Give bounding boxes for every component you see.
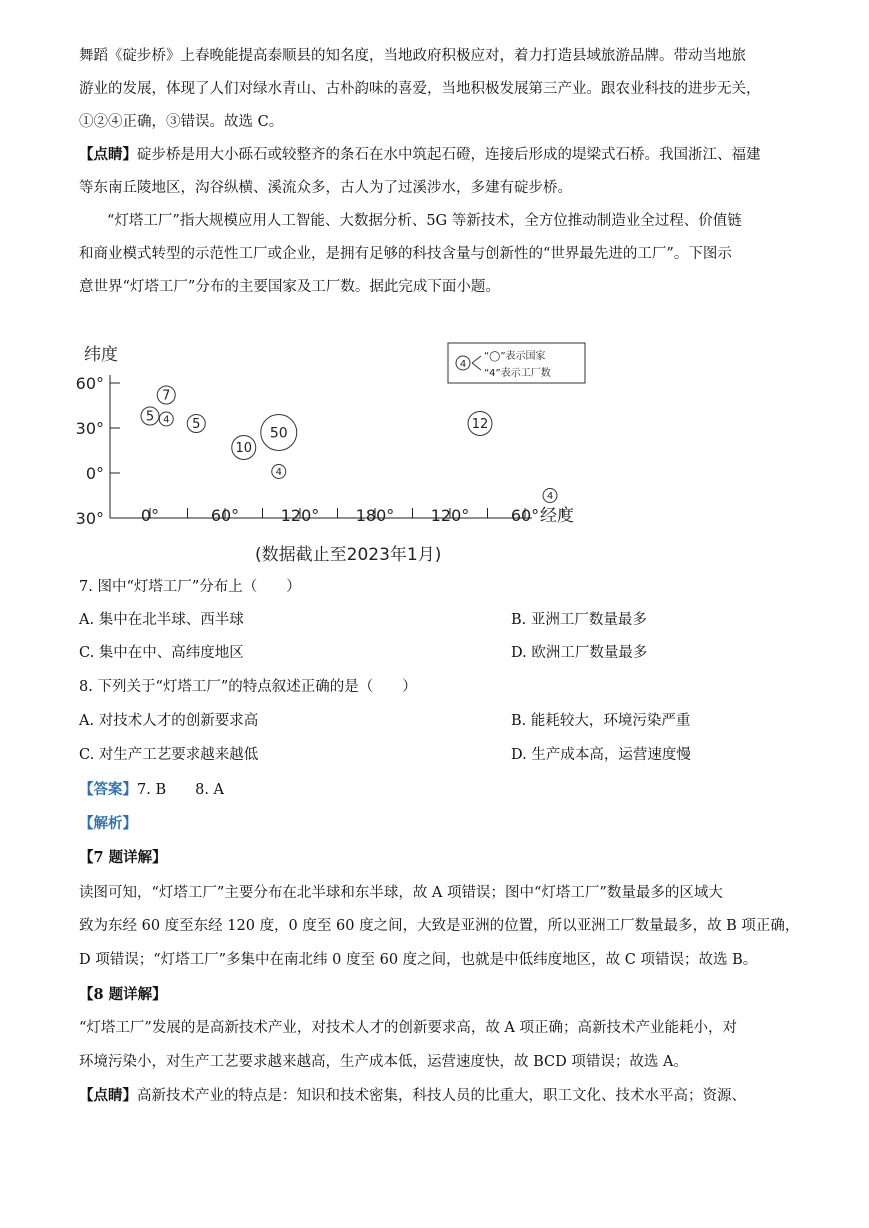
chart-caption: (数据截止至2023年1月)	[255, 545, 442, 565]
q7-detail-line: 致为东经 60 度至东经 120 度，0 度至 60 度之间，大致是亚洲的位置，所以亚洲工厂数量最多，故 B 项正确，	[79, 918, 800, 934]
q8-option-row	[79, 711, 691, 731]
q7-option-row	[79, 610, 647, 630]
factory-count-label: 5	[145, 409, 155, 425]
q7-option-d: D. 欧洲工厂数量最多	[511, 645, 648, 661]
q7-stem: 7. 图中“灯塔工厂”分布上（ ）	[79, 579, 301, 595]
paragraph-line: “灯塔工厂”指大规模应用人工智能、大数据分析、5G 等新技术，全方位推动制造业全过程、价值链	[107, 213, 742, 229]
factory-count-label: 50	[269, 425, 288, 442]
x-tick-label: 180°	[355, 506, 395, 525]
factory-count-label: 7	[162, 388, 171, 404]
x-tick-label: 0°	[140, 506, 160, 525]
x-axis-label: 经度	[540, 506, 574, 526]
legend-line1: “◯”表示国家	[484, 351, 546, 362]
x-tick-label: 120°	[430, 506, 470, 525]
q7-detail-label: 【7 题详解】	[79, 849, 167, 866]
x-tick-label: 60°	[210, 506, 240, 525]
answer-label: 【答案】	[79, 781, 137, 798]
q8-option-c: C. 对生产工艺要求越来越低	[79, 747, 259, 763]
tip-text: 碇步桥是用大小砾石或较整齐的条石在水中筑起石磴，连接后形成的堤梁式石桥。我国浙江、福建	[137, 147, 761, 163]
analysis-label: 【解析】	[79, 815, 137, 832]
paragraph-line: 等东南丘陵地区，沟谷纵横、溪流众多，古人为了过溪涉水，多建有碇步桥。	[79, 180, 572, 196]
q8-detail-line: 环境污染小，对生产工艺要求越来越高，生产成本低，运营速度快，故 BCD 项错误；故选 A。	[79, 1054, 688, 1070]
answer-line	[79, 780, 224, 800]
q8-option-d: D. 生产成本高，运营速度慢	[511, 747, 691, 763]
paragraph-line: 和商业模式转型的示范性工厂或企业，是拥有足够的科技含量与创新性的“世界最先进的工厂”。下图示	[79, 246, 732, 262]
factory-count-label: 10	[235, 441, 253, 457]
q7-detail-line: 读图可知，“灯塔工厂”主要分布在北半球和东半球，故 A 项错误；图中“灯塔工厂”数量最多的区域大	[79, 885, 723, 901]
factory-count-label: 5	[192, 417, 201, 433]
y-axis-label: 纬度	[84, 345, 118, 365]
y-tick-label: 30°	[75, 419, 104, 438]
tip-paragraph	[79, 145, 761, 165]
paragraph-line: 意世界“灯塔工厂”分布的主要国家及工厂数。据此完成下面小题。	[79, 279, 500, 295]
q8-detail-line: “灯塔工厂”发展的是高新技术产业，对技术人才的创新要求高，故 A 项正确；高新技术产业能耗小，对	[79, 1020, 738, 1036]
q7-option-c: C. 集中在中、高纬度地区	[79, 645, 244, 661]
paragraph-line: ①②④正确，③错误。故选 C。	[79, 114, 284, 130]
paragraph-line: 游业的发展，体现了人们对绿水青山、古朴韵味的喜爱，当地积极发展第三产业。跟农业科技的进步无关，	[79, 81, 761, 97]
lighthouse-factory-chart	[70, 338, 590, 573]
legend-sample-value: 4	[459, 359, 467, 370]
x-tick-label: 60°	[510, 506, 540, 525]
final-tip-label: 【点睛】	[79, 1087, 137, 1104]
q8-option-a: A. 对技术人才的创新要求高	[79, 713, 259, 729]
answer-text: 7. B 8. A	[137, 782, 225, 798]
factory-count-label: 4	[163, 414, 170, 426]
y-tick-label: 60°	[75, 374, 104, 393]
q7-option-row	[79, 643, 648, 663]
tip-label: 【点睛】	[79, 146, 137, 163]
legend	[448, 343, 585, 383]
y-tick-label: 0°	[85, 464, 104, 483]
q8-option-row	[79, 745, 691, 765]
final-tip-text: 高新技术产业的特点是：知识和技术密集，科技人员的比重大，职工文化、技术水平高；资源、	[137, 1088, 746, 1104]
y-tick-label: 30°	[75, 509, 104, 528]
q7-option-b: B. 亚洲工厂数量最多	[511, 612, 647, 628]
factory-count-label: 4	[275, 467, 282, 479]
q8-option-b: B. 能耗较大，环境污染严重	[511, 713, 691, 729]
q7-detail-line: D 项错误；“灯塔工厂”多集中在南北纬 0 度至 60 度之间，也就是中低纬度地区，故 C 项错误；故选 B。	[79, 952, 758, 968]
q7-option-a: A. 集中在北半球、西半球	[79, 612, 244, 628]
factory-count-label: 4	[546, 491, 554, 503]
x-tick-label: 120°	[280, 506, 320, 525]
paragraph-line: 舞蹈《碇步桥》上春晚能提高泰顺县的知名度，当地政府积极应对，着力打造县域旅游品牌。带动当地旅	[79, 48, 746, 64]
q8-detail-label: 【8 题详解】	[79, 986, 167, 1003]
final-tip-line	[79, 1086, 746, 1106]
factory-count-label: 12	[471, 417, 489, 433]
legend-line2: “4”表示工厂数	[484, 368, 551, 379]
q8-stem: 8. 下列关于“灯塔工厂”的特点叙述正确的是（ ）	[79, 679, 417, 695]
